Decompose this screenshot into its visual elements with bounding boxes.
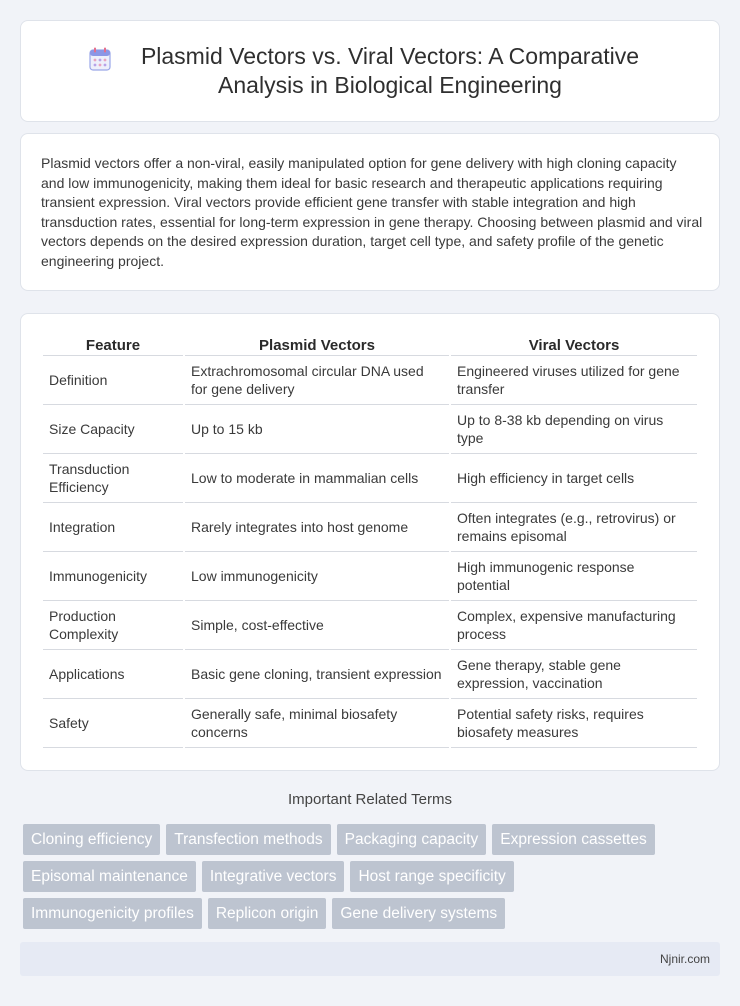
- plasmid-cell: Generally safe, minimal biosafety concerns: [185, 699, 449, 748]
- feature-cell: Immunogenicity: [43, 552, 183, 601]
- viral-cell: Gene therapy, stable gene expression, vaccination: [451, 650, 697, 699]
- feature-cell: Size Capacity: [43, 405, 183, 454]
- column-header-viral: Viral Vectors: [451, 334, 697, 356]
- term-tag[interactable]: Integrative vectors: [202, 861, 345, 892]
- plasmid-cell: Up to 15 kb: [185, 405, 449, 454]
- plasmid-cell: Extrachromosomal circular DNA used for gene delivery: [185, 356, 449, 405]
- page-title: Plasmid Vectors vs. Viral Vectors: A Comparative Analysis in Biological Engineering: [140, 43, 640, 98]
- viral-cell: Potential safety risks, requires biosafety measures: [451, 699, 697, 748]
- viral-cell: Often integrates (e.g., retrovirus) or remains episomal: [451, 503, 697, 552]
- table-row: [43, 699, 697, 748]
- title-card: [20, 20, 720, 122]
- term-tag[interactable]: Expression cassettes: [492, 824, 654, 855]
- related-terms-list: [23, 824, 703, 935]
- term-tag[interactable]: Cloning efficiency: [23, 824, 160, 855]
- term-tag[interactable]: Host range specificity: [350, 861, 513, 892]
- viral-cell: Complex, expensive manufacturing process: [451, 601, 697, 650]
- column-header-feature: Feature: [43, 334, 183, 356]
- plasmid-cell: Low immunogenicity: [185, 552, 449, 601]
- feature-cell: Applications: [43, 650, 183, 699]
- feature-cell: Integration: [43, 503, 183, 552]
- table-row: [43, 552, 697, 601]
- comparison-table: [41, 334, 699, 748]
- term-tag[interactable]: Transfection methods: [166, 824, 330, 855]
- plasmid-cell: Low to moderate in mammalian cells: [185, 454, 449, 503]
- feature-cell: Definition: [43, 356, 183, 405]
- intro-paragraph: Plasmid vectors offer a non-viral, easily manipulated option for gene delivery with high cloning capacity and low immunogenicity, making them ideal for basic research and therapeutic applications requiring transient expression. Viral vectors provide efficient gene transfer with stable integration and high transduction rates, essential for long-term expression in gene therapy. Choosing between plasmid and viral vectors depends on the desired expression duration, target cell type, and safety profile of the genetic engineering project.: [41, 155, 703, 269]
- term-tag[interactable]: Packaging capacity: [337, 824, 487, 855]
- table-row: [43, 356, 697, 405]
- column-header-plasmid: Plasmid Vectors: [185, 334, 449, 356]
- intro-card: [20, 133, 720, 291]
- related-terms-heading: Important Related Terms: [288, 791, 452, 808]
- plasmid-cell: Simple, cost-effective: [185, 601, 449, 650]
- feature-cell: Transduction Efficiency: [43, 454, 183, 503]
- table-row: [43, 454, 697, 503]
- feature-cell: Safety: [43, 699, 183, 748]
- term-tag[interactable]: Episomal maintenance: [23, 861, 196, 892]
- plasmid-cell: Rarely integrates into host genome: [185, 503, 449, 552]
- term-tag[interactable]: Gene delivery systems: [332, 898, 505, 929]
- viral-cell: High immunogenic response potential: [451, 552, 697, 601]
- footer: [20, 942, 720, 976]
- feature-cell: Production Complexity: [43, 601, 183, 650]
- table-header-row: [43, 334, 697, 356]
- viral-cell: Engineered viruses utilized for gene transfer: [451, 356, 697, 405]
- table-row: [43, 503, 697, 552]
- term-tag[interactable]: Replicon origin: [208, 898, 327, 929]
- viral-cell: High efficiency in target cells: [451, 454, 697, 503]
- footer-site-link[interactable]: Njnir.com: [659, 952, 710, 966]
- viral-cell: Up to 8-38 kb depending on virus type: [451, 405, 697, 454]
- table-row: [43, 405, 697, 454]
- comparison-card: [20, 313, 720, 771]
- table-row: [43, 650, 697, 699]
- plasmid-cell: Basic gene cloning, transient expression: [185, 650, 449, 699]
- table-row: [43, 601, 697, 650]
- term-tag[interactable]: Immunogenicity profiles: [23, 898, 202, 929]
